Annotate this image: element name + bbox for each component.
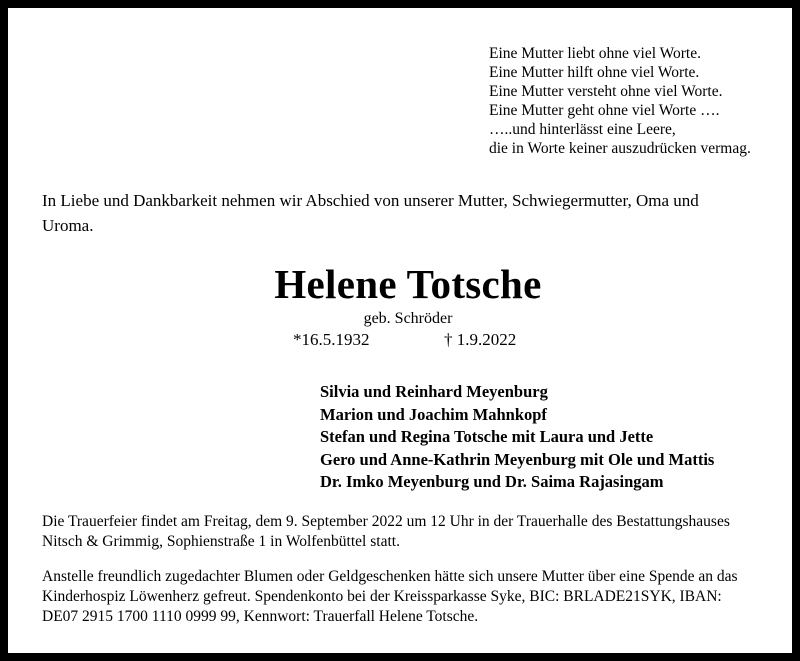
poem <box>489 44 789 158</box>
poem-line: Eine Mutter versteht ohne viel Worte. <box>489 83 723 100</box>
poem-line: Eine Mutter geht ohne viel Worte …. <box>489 102 720 119</box>
intro-text <box>42 188 782 238</box>
donation-line: Kinderhospiz Löwenherz gefreut. Spendenkonto bei der Kreissparkasse Syke, BIC: BRLADE21SYK, IBAN: <box>42 588 722 605</box>
mourners-list <box>320 381 790 494</box>
poem-line: Eine Mutter hilft ohne viel Worte. <box>489 64 700 81</box>
mourner-entry: Silvia und Reinhard Meyenburg <box>320 382 548 401</box>
donation-line: DE07 2915 1700 1110 0999 99, Kennwort: Trauerfall Helene Totsche. <box>42 608 479 625</box>
donation-info <box>42 567 782 627</box>
mourner-entry: Marion und Joachim Mahnkopf <box>320 404 547 424</box>
mourner-entry: Gero und Anne-Kathrin Meyenburg mit Ole und Mattis <box>320 449 715 469</box>
birth-date: *16.5.1932 <box>293 330 370 349</box>
mourner-entry: Dr. Imko Meyenburg und Dr. Saima Rajasingam <box>320 472 664 491</box>
mourner-entry: Stefan und Regina Totsche mit Laura und Jette <box>320 427 654 446</box>
ceremony-line: Nitsch & Grimmig, Sophienstraße 1 in Wolfenbüttel statt. <box>42 533 400 550</box>
death-date: † 1.9.2022 <box>444 330 517 349</box>
intro-line: In Liebe und Dankbarkeit nehmen wir Abschied von unserer Mutter, Schwiegermutter, Oma und <box>42 191 699 210</box>
donation-line: Anstelle freundlich zugedachter Blumen oder Geldgeschenken hätte sich unsere Mutter über eine Spende an das <box>42 568 738 585</box>
poem-line: die in Worte keiner auszudrücken vermag. <box>489 140 751 157</box>
intro-line: Uroma. <box>42 216 94 235</box>
ceremony-line: Die Trauerfeier findet am Freitag, dem 9. September 2022 um 12 Uhr in der Trauerhalle des Bestattungshauses <box>42 513 730 530</box>
deceased-name: Helene Totsche <box>274 261 542 307</box>
poem-line: …..und hinterlässt eine Leere, <box>489 121 676 138</box>
poem-line: Eine Mutter liebt ohne viel Worte. <box>489 45 701 62</box>
birth-name: geb. Schröder <box>363 310 453 327</box>
ceremony-info <box>42 512 782 552</box>
